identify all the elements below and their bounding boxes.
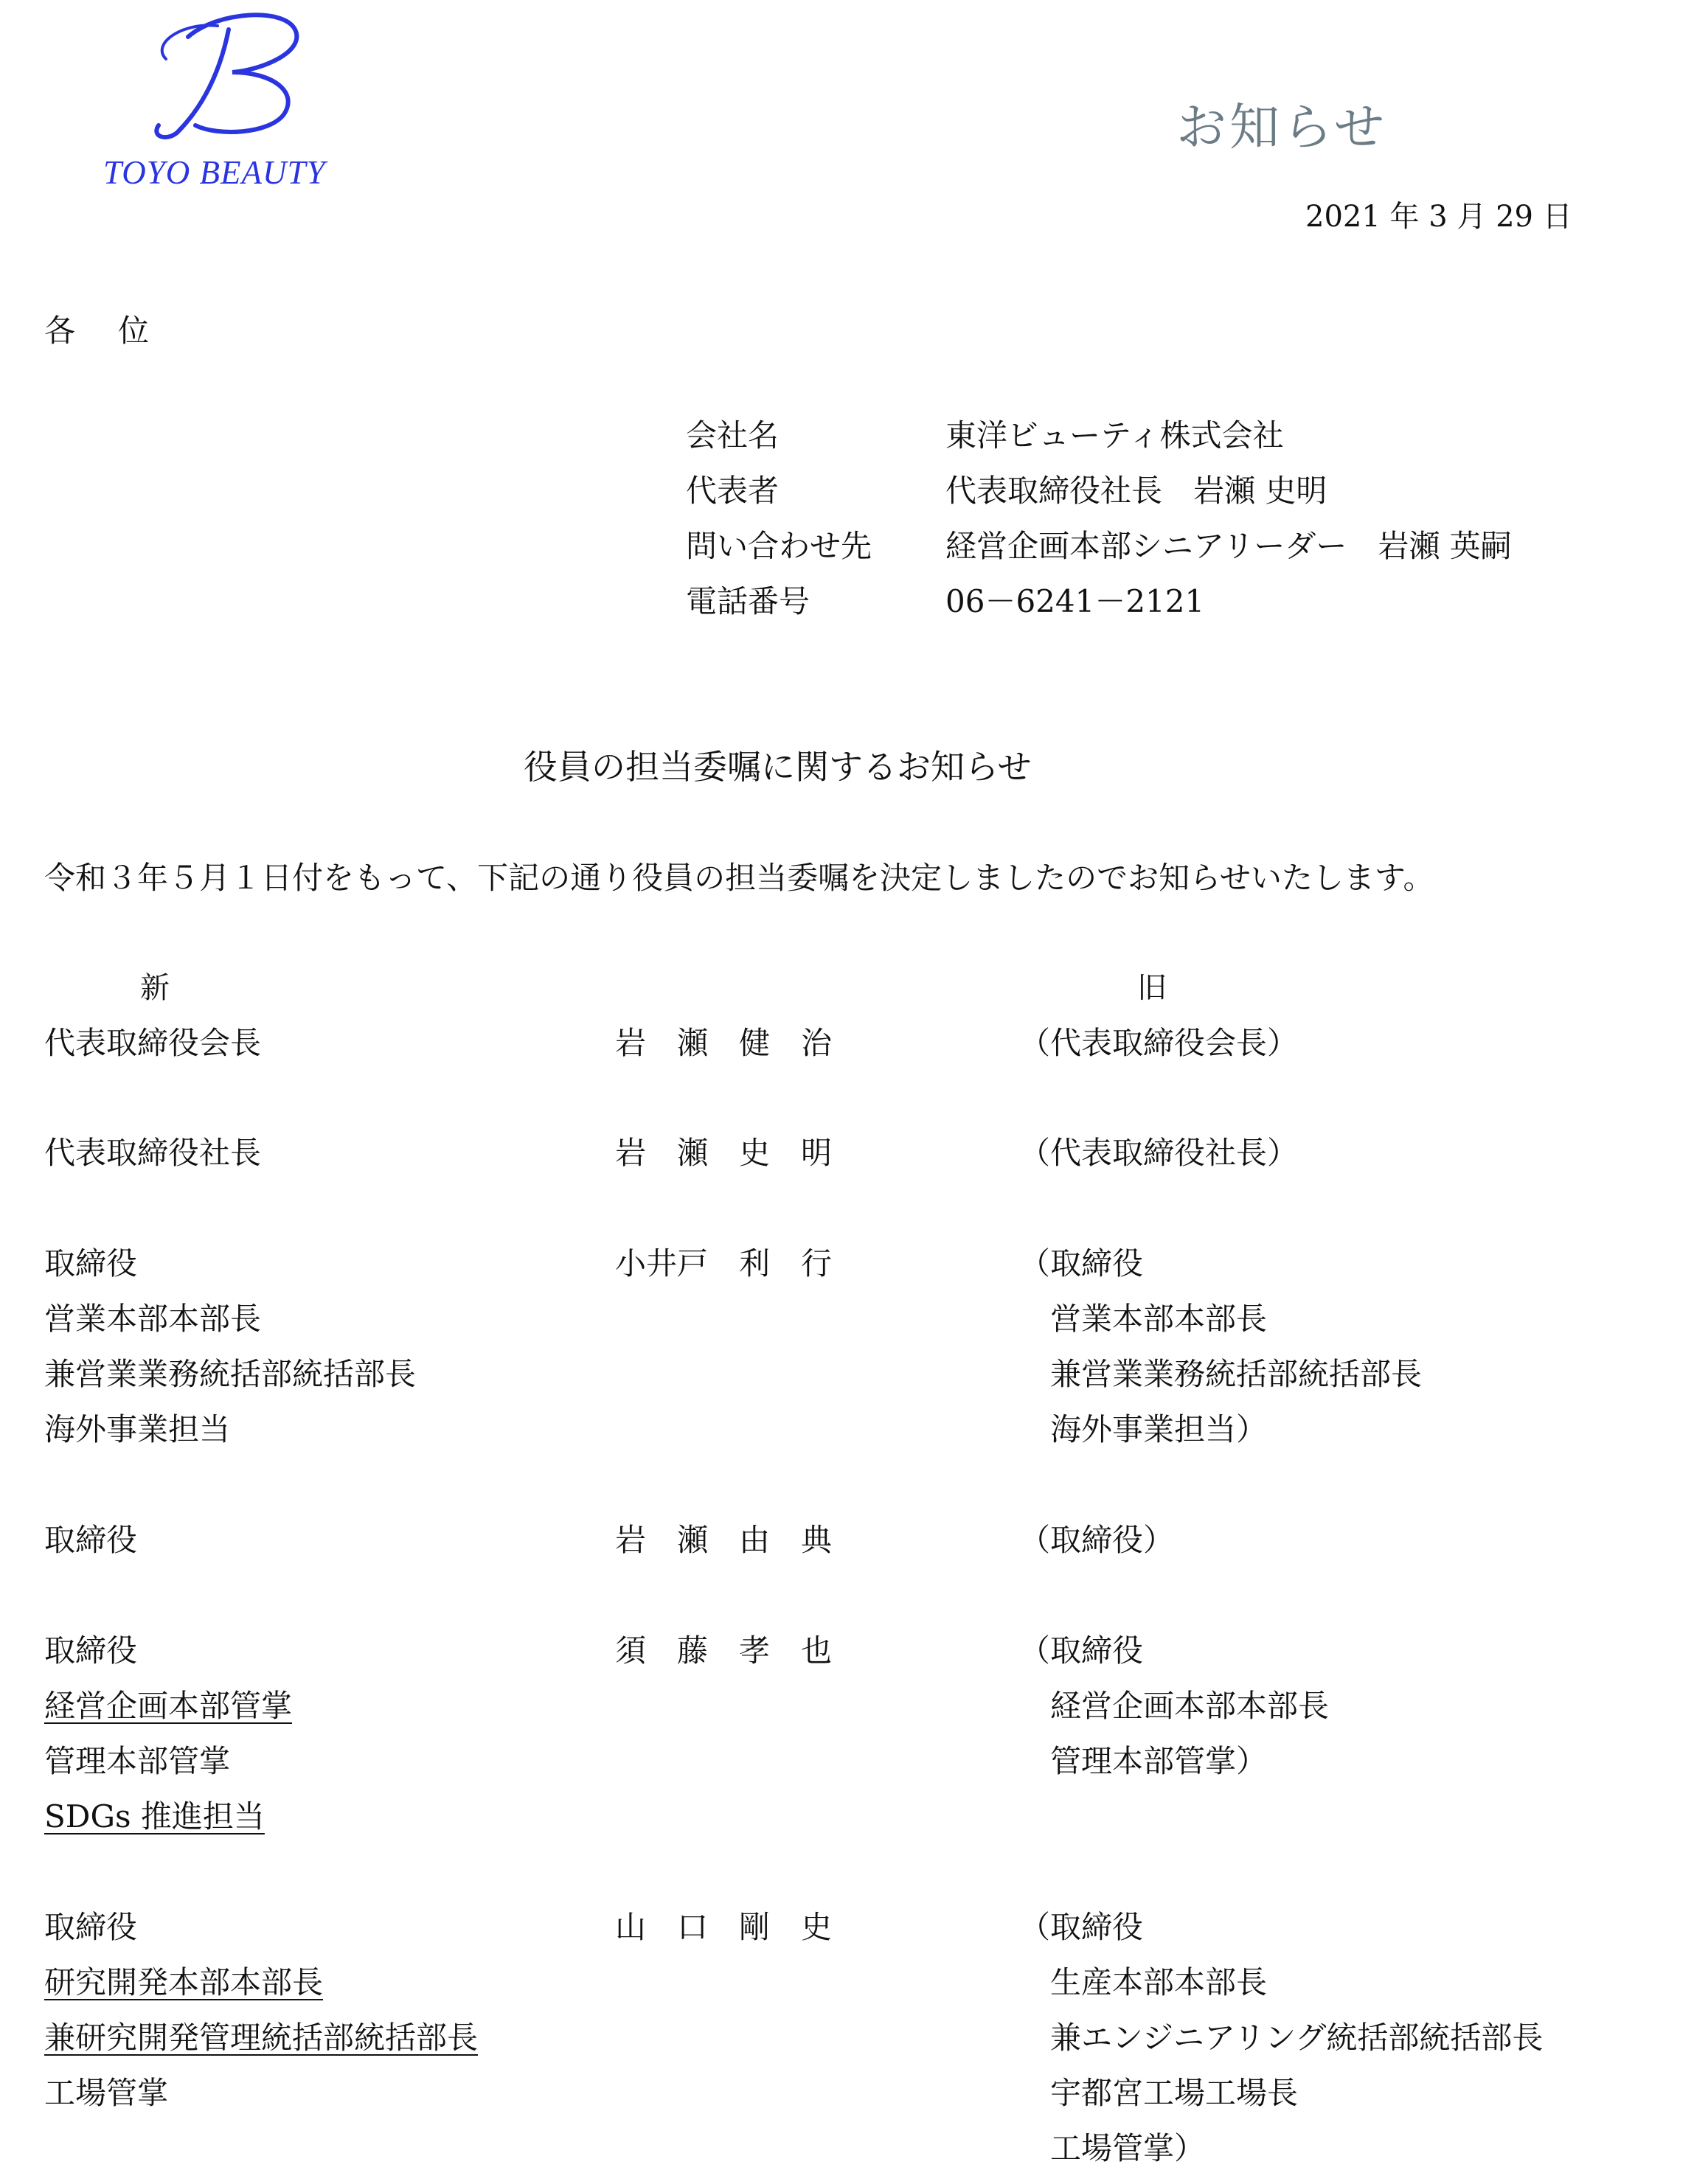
phone-value: 06－6241－2121 [945, 583, 1205, 619]
representative-label: 代表者 [686, 473, 780, 509]
officer-new-role: 営業本部本部長 [44, 1301, 262, 1337]
officer-new-role: 取締役 [44, 1522, 138, 1558]
document-date: 2021 年 3 月 29 日 [1305, 200, 1572, 234]
document-type-title: お知らせ [1176, 99, 1387, 157]
officer-old-role: 管理本部管掌） [1019, 1743, 1268, 1779]
officer-new-role-underlined: 研究開発本部本部長 [44, 1964, 324, 2000]
officer-name: 岩 瀬 史 明 [615, 1135, 833, 1171]
officer-old-role: 経営企画本部本部長 [1019, 1688, 1330, 1724]
officer-new-role: 取締役 [44, 1245, 138, 1281]
company-logo [88, 7, 369, 191]
officer-new-role: 兼営業業務統括部統括部長 [44, 1356, 417, 1392]
officer-new-role-underlined: SDGs 推進担当 [44, 1798, 265, 1835]
officer-name: 小井戸 利 行 [615, 1245, 833, 1281]
officer-old-role: 宇都宮工場工場長 [1019, 2075, 1299, 2111]
officer-old-role: 兼エンジニアリング統括部統括部長 [1019, 2020, 1544, 2056]
notice-subject: 役員の担当委嘱に関するお知らせ [524, 747, 1032, 787]
logo-b-monogram-icon [136, 7, 321, 140]
officer-new-role: 取締役 [44, 1632, 138, 1669]
officer-old-role: 海外事業担当） [1019, 1411, 1268, 1447]
officer-old-role: （取締役） [1019, 1522, 1175, 1558]
officer-new-role-underlined: 経営企画本部管掌 [44, 1688, 293, 1724]
officer-old-role: 生産本部本部長 [1019, 1964, 1268, 2000]
officer-new-role: 取締役 [44, 1909, 138, 1945]
officer-new-role: 管理本部管掌 [44, 1743, 231, 1779]
officer-old-role: 営業本部本部長 [1019, 1301, 1268, 1337]
officer-old-role: （代表取締役社長） [1019, 1135, 1299, 1171]
representative-value: 代表取締役社長 岩瀬 史明 [945, 473, 1327, 509]
officer-name: 岩 瀬 健 治 [615, 1025, 833, 1061]
officer-old-role: 工場管掌） [1019, 2130, 1206, 2166]
notice-intro: 令和３年５月１日付をもって、下記の通り役員の担当委嘱を決定しましたのでお知らせいたします。 [44, 860, 1434, 896]
officer-new-role-underlined: 兼研究開発管理統括部統括部長 [44, 2020, 479, 2056]
officer-old-role: 兼営業業務統括部統括部長 [1019, 1356, 1423, 1392]
officer-new-role: 代表取締役会長 [44, 1025, 262, 1061]
column-header-old: 旧 [1137, 971, 1167, 1005]
officer-name: 岩 瀬 由 典 [615, 1522, 833, 1558]
company-name-label: 会社名 [686, 417, 780, 453]
company-name-value: 東洋ビューティ株式会社 [945, 417, 1284, 453]
officer-new-role: 工場管掌 [44, 2075, 169, 2111]
addressee: 各位 [44, 313, 192, 349]
column-header-new: 新 [140, 971, 170, 1005]
officer-old-role: （取締役 [1019, 1245, 1144, 1281]
logo-brand-text: TOYO BEAUTY [103, 154, 326, 191]
officer-old-role: （代表取締役会長） [1019, 1025, 1299, 1061]
officer-old-role: （取締役 [1019, 1909, 1144, 1945]
officer-old-role: （取締役 [1019, 1632, 1144, 1669]
officer-new-role: 海外事業担当 [44, 1411, 231, 1447]
contact-value: 経営企画本部シニアリーダー 岩瀬 英嗣 [945, 528, 1512, 564]
officer-new-role: 代表取締役社長 [44, 1135, 262, 1171]
officer-name: 山 口 剛 史 [615, 1909, 833, 1945]
contact-label: 問い合わせ先 [686, 528, 872, 564]
phone-label: 電話番号 [686, 583, 810, 619]
officer-name: 須 藤 孝 也 [615, 1632, 833, 1669]
